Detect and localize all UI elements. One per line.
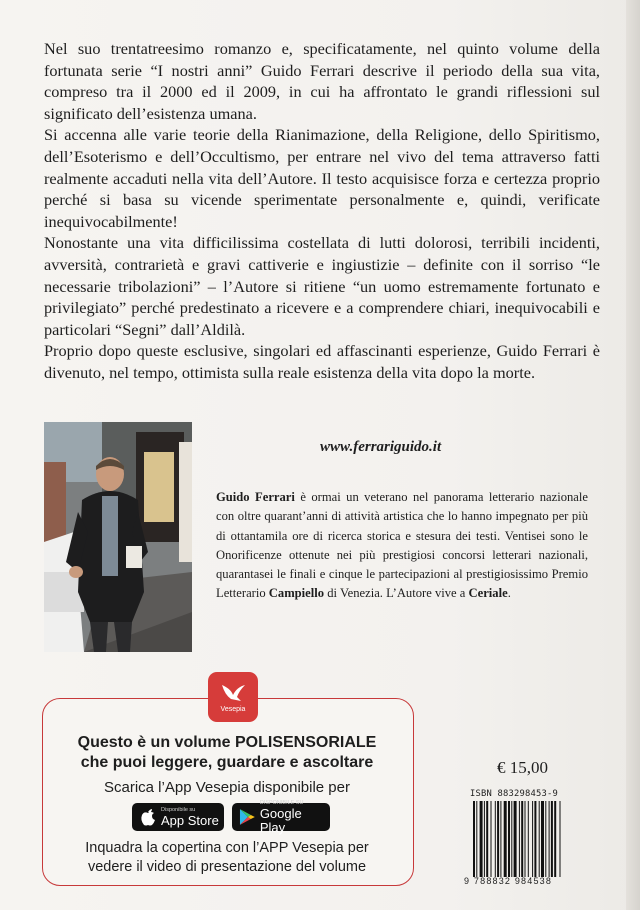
app-store-badge[interactable] [132, 803, 224, 831]
price: € 15,00 [497, 758, 548, 777]
barcode [472, 801, 586, 877]
apple-icon [137, 807, 159, 827]
promo-cta-line-1: Inquadra la copertina con l’APP Vesepia per [85, 840, 369, 856]
blurb-paragraph-1: Nel suo trentatreesimo romanzo e, specificatamente, nel quinto volume della fortunata serie “I nostri anni” Guido Ferrari descrive il periodo della sua vita, compreso tra il 2000 ed il 2009, in cui ha affrontato le grandi riflessioni sul significato dell’esistenza umana. [44, 39, 600, 123]
blurb-text [44, 38, 600, 384]
promo-cta-line-2: vedere il video di presentazione del volume [87, 859, 367, 875]
author-name: Guido Ferrari [216, 490, 295, 504]
bio-end: . [507, 586, 511, 601]
logo-label: Vesepia [220, 706, 246, 713]
barcode-number: 9 788832 984538 [464, 876, 553, 886]
blurb-paragraph-4: Proprio dopo queste esclusive, singolari ed affascinanti esperienze, Guido Ferrari è divenuto, nel tempo, ottimista sulla reale esistenza della vita dopo la morte. [44, 341, 600, 382]
google-play-icon [237, 807, 257, 827]
promo-title [42, 733, 412, 773]
google-play-label: Google Play [259, 805, 302, 835]
blurb-paragraph-3: Nonostante una vita difficilissima costellata di lutti dolorosi, terribili incidenti, avversità, contrarietà e gravi cattiverie e ingiustizie – definite con il sorriso “le necessarie tribolazioni” – l’Autore si ritiene “un uomo estremamente fortunato e privilegiato” perché predestinato a ricevere e a comprendere chiari, inequivocabili e particolari “Segni” dall’Aldilà. [44, 233, 600, 339]
bird-icon [219, 681, 247, 705]
promo-subtitle: Scarica l’App Vesepia disponibile per [104, 779, 350, 796]
bio-city: Ceriale [468, 586, 508, 601]
promo-cta [42, 839, 412, 877]
google-play-badge[interactable] [232, 799, 330, 835]
bio-text-2: di Venezia. L’Autore vive a [324, 586, 469, 601]
promo-title-line-2: che puoi leggere, guardare e ascoltare [80, 754, 374, 771]
isbn: ISBN 883298453-9 [470, 789, 558, 799]
book-edge [626, 0, 640, 910]
bio-prize: Campiello [268, 586, 325, 601]
author-photo [44, 422, 192, 652]
blurb-paragraph-2: Si accenna alle varie teorie della Rianimazione, della Religione, dello Spiritismo, dell’Esoterismo e dell’Occultismo, per entrare nel vivo del tema attraverso fatti realmente accaduti nella vita dell’Autore. Il testo acquisisce forza e certezza proprio perché si basa su vicende sperimentate personalmente e, quindi, verificate inequivocabilmente! [44, 125, 600, 231]
app-store-small: Disponibile su [161, 806, 196, 813]
google-play-small: DISPONIBILE SU [259, 799, 304, 806]
promo-title-line-1: Questo è un volume POLISENSORIALE [77, 734, 377, 751]
author-website[interactable]: www.ferrariguido.it [320, 439, 442, 455]
bio-text-1: è ormai un veterano nel panorama letterario nazionale con oltre quarant’anni di attività artistica che lo hanno impegnato per più di ottantamila ore di ricerca storica e stesura dei testi. Ventisei sono le Onorificenze ottenute nei più prestigiosi concorsi letterari nazionali, quarantasei le finali e cinque le partecipazioni al prestigiosissimo Premio Letterario [216, 490, 588, 601]
vesepia-logo [208, 672, 258, 722]
author-bio [216, 488, 588, 604]
app-store-label: App Store [161, 812, 219, 828]
